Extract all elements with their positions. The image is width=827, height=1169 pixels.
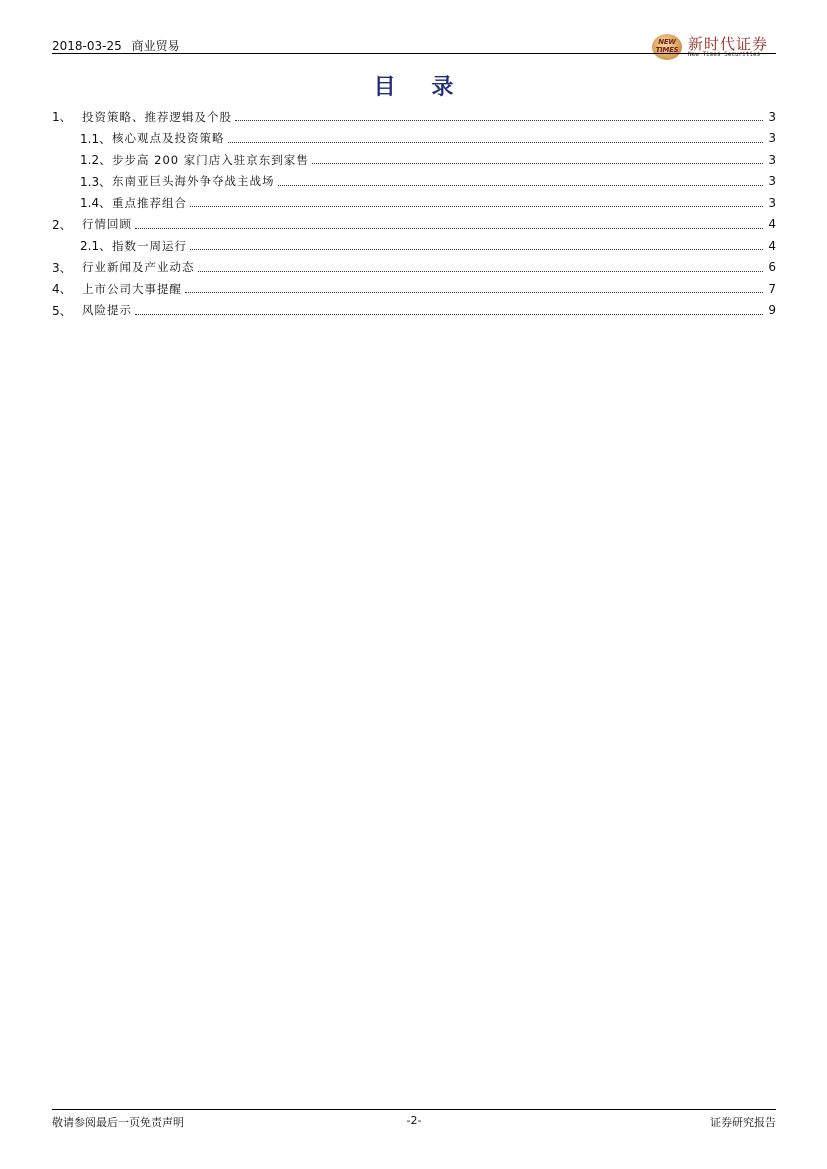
footer-disclaimer: 敬请参阅最后一页免责声明 <box>52 1116 184 1129</box>
toc-entry-page: 4 <box>768 217 776 232</box>
toc-title: 目 录 <box>373 75 468 100</box>
toc-entry-number: 4、 <box>52 282 72 297</box>
page-header <box>52 33 776 61</box>
toc-dot-leader <box>228 130 764 143</box>
toc-dot-leader <box>312 151 763 164</box>
toc-entry[interactable] <box>52 149 776 171</box>
page-footer <box>52 1114 776 1130</box>
toc-entry-number: 1.3、 <box>80 174 112 189</box>
toc-entry-page: 6 <box>768 260 776 275</box>
toc-entry-page: 3 <box>768 109 776 124</box>
logo-badge-text: NEW TIMES <box>655 38 679 54</box>
table-of-contents <box>52 106 776 321</box>
toc-entry-label: 上市公司大事提醒 <box>82 281 182 296</box>
toc-entry-label: 重点推荐组合 <box>112 195 187 210</box>
toc-entry[interactable] <box>52 171 776 193</box>
toc-entry-page: 3 <box>768 152 776 167</box>
toc-entry-page: 4 <box>768 238 776 253</box>
logo-badge-icon <box>652 34 682 60</box>
toc-entry-number: 1.2、 <box>80 153 112 168</box>
toc-entry-label: 核心观点及投资策略 <box>112 131 225 146</box>
toc-dot-leader <box>278 173 764 186</box>
toc-entry-number: 3、 <box>52 260 72 275</box>
toc-entry-page: 3 <box>768 195 776 210</box>
report-sector: 商业贸易 <box>131 39 180 53</box>
toc-entry[interactable] <box>52 257 776 279</box>
toc-entry[interactable] <box>52 300 776 322</box>
toc-entry-label: 行情回顾 <box>82 217 132 232</box>
toc-entry-number: 1.1、 <box>80 131 112 146</box>
toc-dot-leader <box>198 259 764 272</box>
logo-name-cn: 新时代证券 <box>688 35 769 53</box>
toc-dot-leader <box>135 216 763 229</box>
toc-entry[interactable] <box>52 106 776 128</box>
toc-entry[interactable] <box>52 278 776 300</box>
toc-entry-label: 指数一周运行 <box>112 238 187 253</box>
toc-entry-page: 9 <box>768 303 776 318</box>
footer-page-number: -2- <box>406 1114 422 1127</box>
logo-name-en: New Times Securities <box>688 51 761 58</box>
company-logo <box>652 33 776 61</box>
toc-entry-label: 风险提示 <box>82 303 132 318</box>
toc-entry[interactable] <box>52 214 776 236</box>
toc-dot-leader <box>235 108 763 121</box>
toc-entry[interactable] <box>52 128 776 150</box>
toc-entry-page: 7 <box>768 281 776 296</box>
header-info <box>52 37 180 54</box>
report-date: 2018-03-25 <box>52 39 122 53</box>
toc-entry-label: 投资策略、推荐逻辑及个股 <box>82 109 232 124</box>
toc-entry-number: 1.4、 <box>80 196 112 211</box>
toc-entry-number: 1、 <box>52 110 72 125</box>
toc-entry-label: 步步高 200 家门店入驻京东到家售 <box>112 152 309 167</box>
header-divider <box>52 53 776 54</box>
toc-entry-label: 东南亚巨头海外争夺战主战场 <box>112 174 275 189</box>
toc-dot-leader <box>135 302 763 315</box>
footer-divider <box>52 1109 776 1110</box>
toc-entry-number: 2、 <box>52 217 72 232</box>
toc-entry[interactable] <box>52 192 776 214</box>
toc-dot-leader <box>190 194 763 207</box>
toc-entry-number: 2.1、 <box>80 239 112 254</box>
footer-report-type: 证券研究报告 <box>710 1116 776 1129</box>
toc-entry[interactable] <box>52 235 776 257</box>
toc-entry-number: 5、 <box>52 303 72 318</box>
toc-entry-label: 行业新闻及产业动态 <box>82 260 195 275</box>
toc-dot-leader <box>185 280 763 293</box>
toc-dot-leader <box>190 237 763 250</box>
toc-entry-page: 3 <box>768 174 776 189</box>
toc-entry-page: 3 <box>768 131 776 146</box>
